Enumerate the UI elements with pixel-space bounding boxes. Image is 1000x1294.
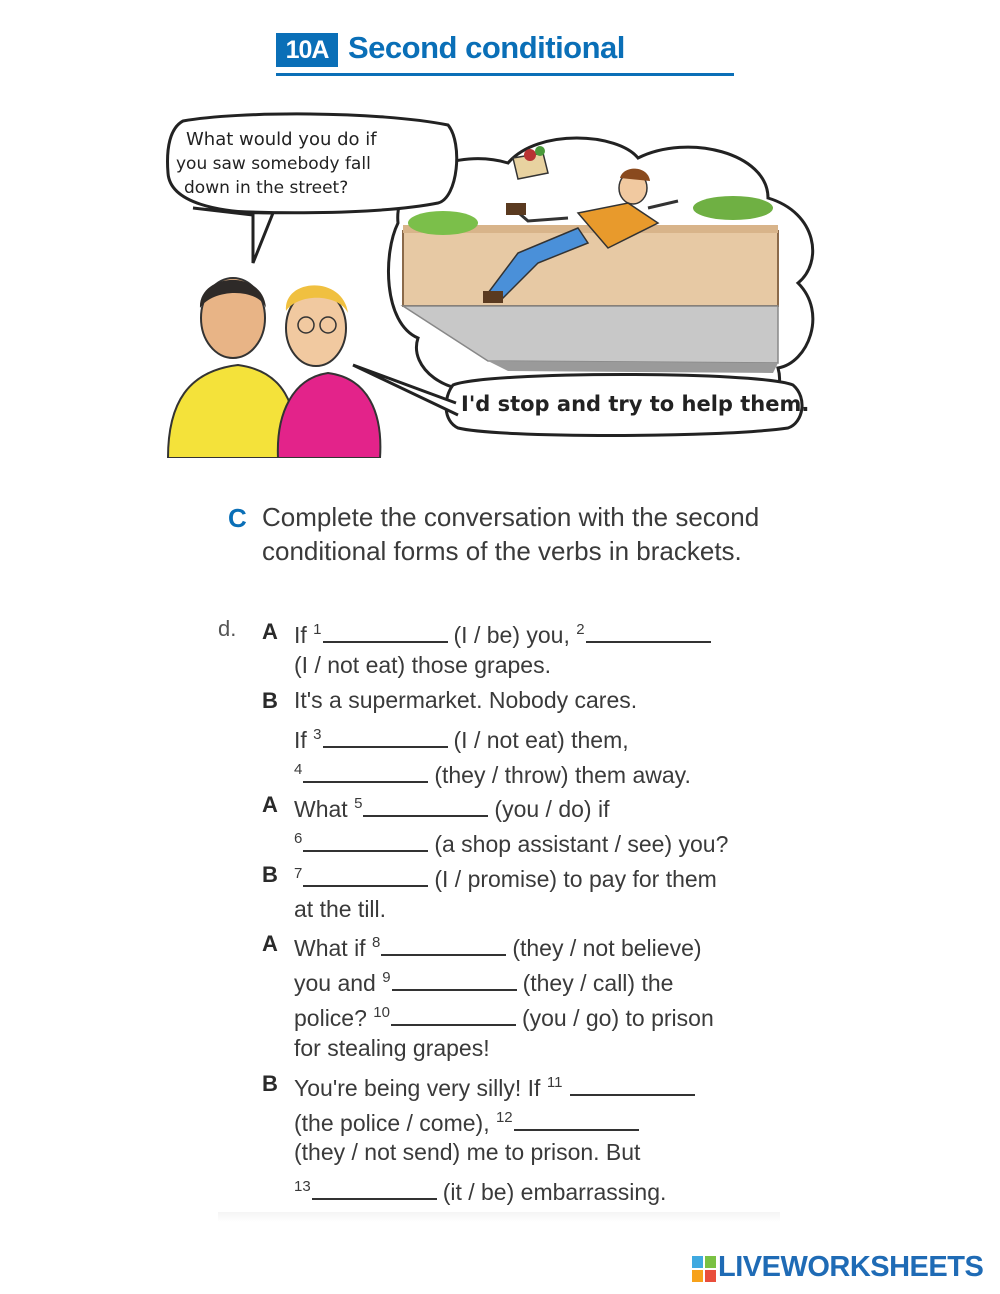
flying-bag — [513, 146, 548, 179]
dialogue-line: $^6$ (a shop assistant / see) you? — [294, 830, 729, 857]
dialogue-line: at the till. — [294, 896, 387, 922]
answer-blank-5[interactable] — [363, 795, 488, 817]
answer-blank-7[interactable] — [303, 865, 428, 887]
question-line-3: down in the street? — [184, 178, 349, 198]
dialogue-line: What if $^8$ (they / not believe) — [294, 934, 702, 961]
unit-badge: 10A — [276, 33, 338, 67]
bush-right — [693, 196, 773, 220]
answer-blank-10[interactable] — [391, 1004, 516, 1026]
answer-blank-9[interactable] — [392, 969, 517, 991]
answer-blank-2[interactable] — [586, 621, 711, 643]
speaker-b: B — [262, 862, 278, 887]
liveworksheets-logo-icon — [692, 1256, 716, 1282]
answer-blank-3[interactable] — [323, 726, 448, 748]
title-underline — [276, 73, 734, 76]
brand-wordmark[interactable]: LIVEWORKSHEETS — [718, 1251, 984, 1283]
answer-blank-13[interactable] — [312, 1178, 437, 1200]
answer-blank-11[interactable] — [570, 1074, 695, 1096]
answer-blank-1[interactable] — [323, 621, 448, 643]
speaker-a: A — [262, 792, 278, 817]
speaker-b: B — [262, 1071, 278, 1096]
dialogue-line: you and $^9$ (they / call) the — [294, 969, 674, 996]
dialogue-line: $^{13}$ (it / be) embarrassing. — [294, 1178, 667, 1205]
page-title: Second conditional — [348, 30, 625, 65]
speaker-a: A — [262, 619, 278, 644]
page-bottom-edge — [218, 1212, 780, 1222]
exercise-letter: C — [228, 503, 247, 533]
answer-blank-6[interactable] — [303, 830, 428, 852]
wall — [403, 231, 778, 306]
dialogue-line: $^7$ (I / promise) to pay for them — [294, 865, 717, 892]
speaker-a: A — [262, 931, 278, 956]
bush-left — [408, 211, 478, 235]
dialogue-line: If $^1$ (I / be) you, $^2$ — [294, 615, 717, 650]
answer-text: I'd stop and try to help them. — [461, 392, 810, 416]
dialogue-line: It's a supermarket. Nobody cares. — [294, 687, 638, 713]
dialogue-line: $^4$ (they / throw) them away. — [294, 761, 691, 788]
speaker-b: B — [262, 688, 278, 713]
item-number: d. — [218, 616, 237, 641]
dialogue-line: What $^5$ (you / do) if — [294, 795, 610, 822]
answer-blank-12[interactable] — [514, 1109, 639, 1131]
question-line-1: What would you do if — [186, 129, 377, 150]
cartoon-illustration — [158, 103, 838, 458]
dialogue-line: (the police / come), $^{12}$ — [294, 1103, 645, 1138]
dialogue-line: You're being very silly! If $^{11}$ — [294, 1068, 701, 1103]
answer-blank-8[interactable] — [381, 934, 506, 956]
dialogue-line: (I / not eat) those grapes. — [294, 652, 551, 678]
exercise-instruction: Complete the conversation with the second conditional forms of the verbs in brackets. — [262, 502, 760, 566]
dialogue-line: police? $^{10}$ (you / go) to prison — [294, 1004, 714, 1031]
question-line-2: you saw somebody fall — [176, 154, 371, 174]
dialogue-line: (they / not send) me to prison. But — [294, 1139, 641, 1165]
answer-blank-4[interactable] — [303, 761, 428, 783]
dialogue-line: If $^3$ (I / not eat) them, — [294, 726, 629, 753]
dialogue-line: for stealing grapes! — [294, 1035, 490, 1061]
